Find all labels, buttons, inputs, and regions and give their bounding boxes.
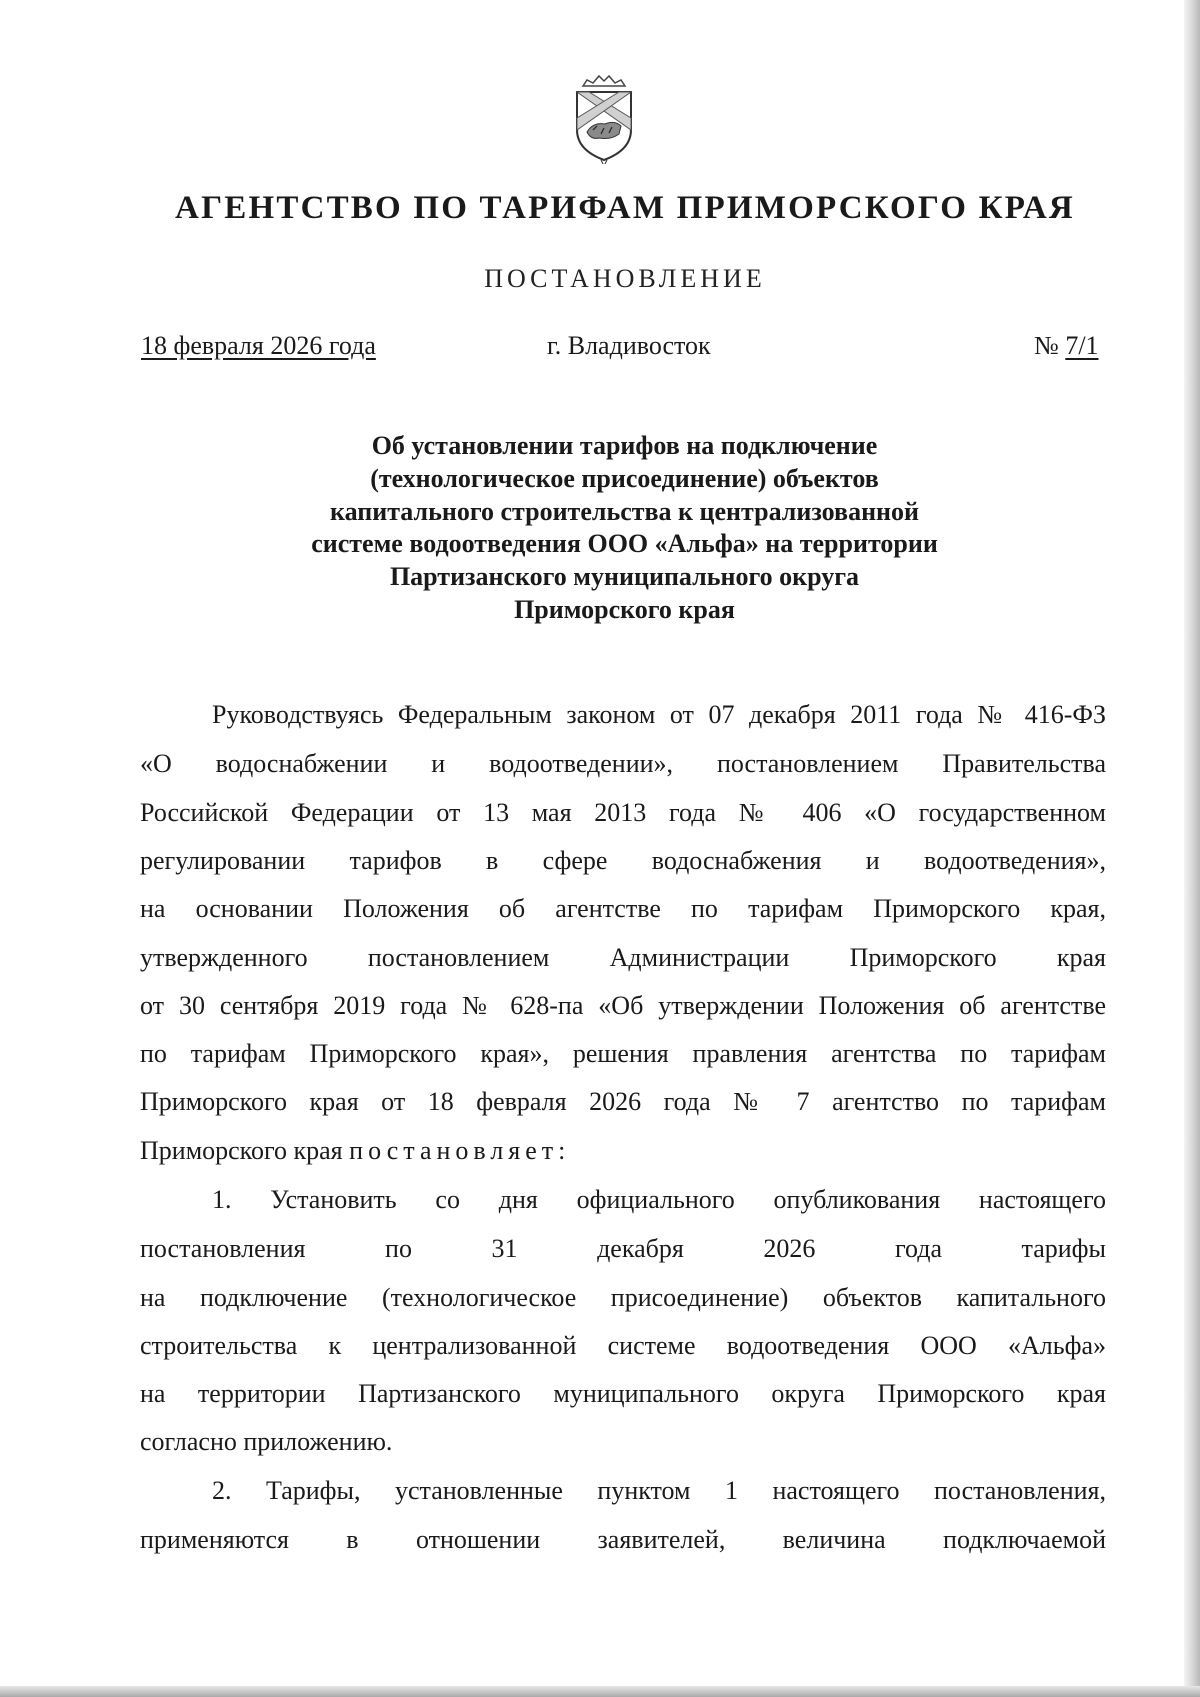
- title-line: Партизанского муниципального округа: [389, 562, 860, 592]
- body-line: постановления по 31 декабря 2026 года тарифы: [140, 1234, 1106, 1263]
- body-line: [140, 1136, 1106, 1168]
- title-line: (технологическое присоединение) объектов: [370, 463, 879, 493]
- clause-1-line: 1. Установить со дня официального опубликования настоящего: [212, 1185, 1106, 1214]
- body-line: утвержденного постановлением Администрации Приморского края: [140, 943, 1106, 972]
- body-line: на территории Партизанского муниципального округа Приморского края: [140, 1379, 1106, 1408]
- document-type: ПОСТАНОВЛЕНИЕ: [484, 264, 766, 293]
- body-line: «О водоснабжении и водоотведении», постановлением Правительства: [140, 749, 1106, 778]
- body-text: Приморского края: [140, 1136, 343, 1165]
- body-line: на подключение (технологическое присоединение) объектов капитального: [140, 1283, 1106, 1312]
- agency-name: АГЕНТСТВО ПО ТАРИФАМ ПРИМОРСКОГО КРАЯ: [175, 190, 1075, 226]
- number-value: 7/1: [1065, 331, 1099, 360]
- page-edge-shadow: [1184, 0, 1200, 1697]
- number-sign: №: [1034, 331, 1059, 360]
- enacting-word: постановляет:: [349, 1136, 571, 1165]
- body-line: от 30 сентября 2019 года № 628-па «Об утверждении Положения об агентстве: [140, 991, 1106, 1020]
- title-line: капитального строительства к централизованной: [329, 496, 920, 526]
- title-line: Приморского края: [514, 594, 735, 624]
- title-line: системе водоотведения ООО «Альфа» на территории: [311, 529, 938, 559]
- body-line: Российской Федерации от 13 мая 2013 года № 406 «О государственном: [140, 798, 1106, 827]
- clause-2-line: 2. Тарифы, установленные пунктом 1 настоящего постановления,: [212, 1476, 1106, 1505]
- body-line: Приморского края от 18 февраля 2026 года № 7 агентство по тарифам: [140, 1087, 1106, 1116]
- body-line: строительства к централизованной системе водоотведения ООО «Альфа»: [140, 1331, 1106, 1360]
- coat-of-arms-emblem: [571, 48, 637, 164]
- body-line: применяются в отношении заявителей, величина подключаемой: [140, 1525, 1106, 1554]
- document-number: [1034, 331, 1099, 361]
- page-edge-shadow: [0, 1686, 1200, 1697]
- body-line: регулировании тарифов в сфере водоснабжения и водоотведения»,: [140, 846, 1106, 875]
- body-line: по тарифам Приморского края», решения правления агентства по тарифам: [140, 1039, 1106, 1068]
- document-title: [262, 430, 987, 627]
- body-line: Руководствуясь Федеральным законом от 07 декабря 2011 года № 416-ФЗ: [212, 700, 1106, 729]
- body-line: согласно приложению.: [140, 1427, 393, 1456]
- document-city: г. Владивосток: [547, 331, 711, 360]
- title-line: Об установлении тарифов на подключение: [371, 431, 878, 460]
- body-line: на основании Положения об агентстве по тарифам Приморского края,: [140, 894, 1106, 923]
- document-date: 18 февраля 2026 года: [141, 331, 376, 360]
